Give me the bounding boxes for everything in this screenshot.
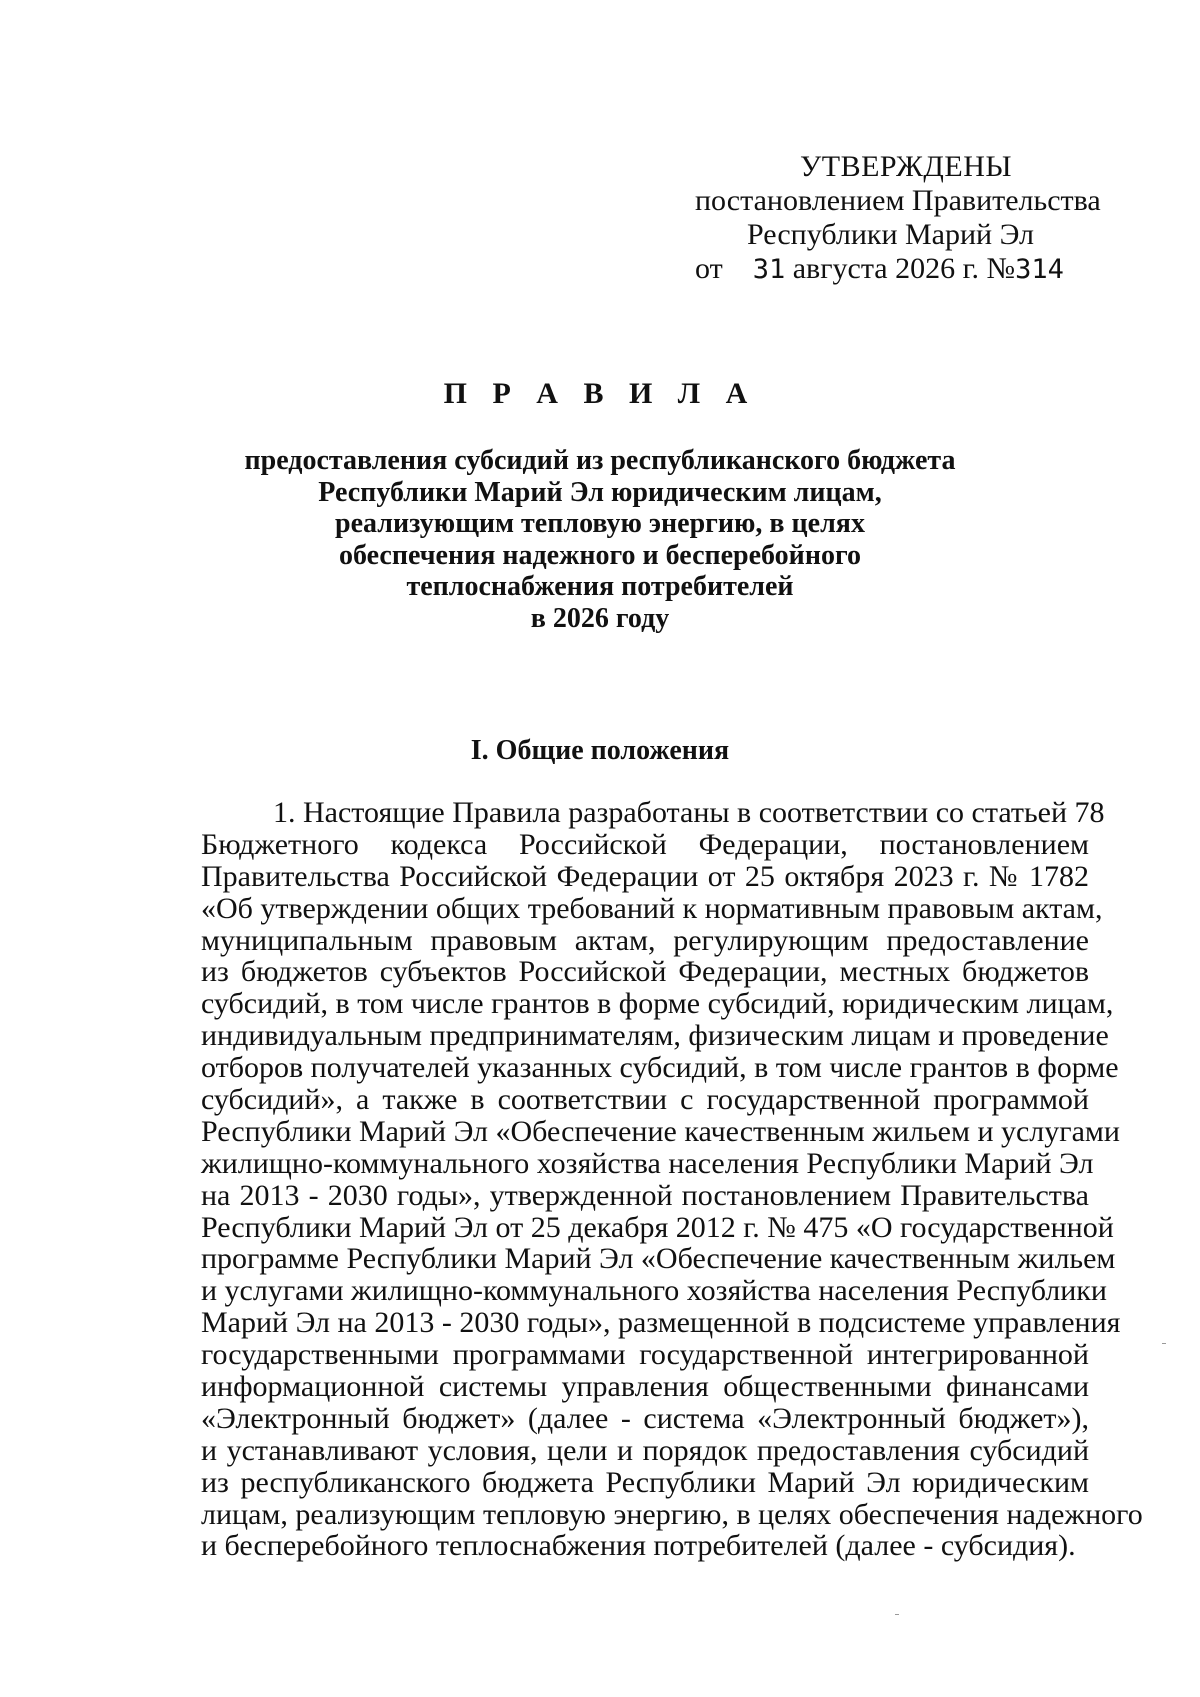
approval-date-line xyxy=(695,252,1115,287)
approval-number: 314 xyxy=(1015,254,1064,285)
paragraph-line: субсидий», а также в соответствии с государственной программой xyxy=(201,1083,1089,1117)
subtitle-line: предоставления субсидий из республиканского бюджета xyxy=(244,445,956,476)
approval-heading: УТВЕРЖДЕНЫ xyxy=(800,150,1013,183)
subtitle-line: в 2026 году xyxy=(530,602,670,634)
paragraph-line: отборов получателей указанных субсидий, в том числе грантов в форме xyxy=(201,1051,1119,1085)
paragraph-line: индивидуальным предпринимателям, физическим лицам и проведение xyxy=(201,1019,1109,1053)
paragraph-line: «Электронный бюджет» (далее - система «Электронный бюджет»), xyxy=(201,1401,1089,1435)
paragraph-line: 1. Настоящие Правила разработаны в соответствии со статьей 78 xyxy=(273,796,1105,829)
approval-line-2: постановлением Правительства xyxy=(695,184,1101,217)
paragraph-line: муниципальным правовым актам, регулирующим предоставление xyxy=(201,923,1089,957)
paragraph-line: информационной системы управления общественными финансами xyxy=(201,1370,1089,1404)
paragraph-1 xyxy=(201,796,1143,1563)
scan-speck xyxy=(1162,1343,1166,1344)
paragraph-line: Бюджетного кодекса Российской Федерации, постановлением xyxy=(201,827,1089,861)
paragraph-line: на 2013 - 2030 годы», утвержденной постановлением Правительства xyxy=(201,1178,1089,1212)
paragraph-line: из республиканского бюджета Республики Марий Эл юридическим xyxy=(201,1465,1089,1499)
approval-stamp xyxy=(695,150,1115,287)
paragraph-line: лицам, реализующим тепловую энергию, в целях обеспечения надежного xyxy=(201,1497,1143,1531)
paragraph-line: Республики Марий Эл от 25 декабря 2012 г. № 475 «О государственной xyxy=(201,1210,1114,1244)
subtitle-line: Республики Марий Эл юридическим лицам, xyxy=(318,476,882,508)
subtitle-line: реализующим тепловую энергию, в целях xyxy=(335,508,865,540)
paragraph-line: программе Республики Марий Эл «Обеспечение качественным жильем xyxy=(201,1242,1116,1276)
approval-day: 31 xyxy=(752,254,786,285)
document-title: П Р А В И Л А xyxy=(443,377,757,410)
subtitle-line: обеспечения надежного и бесперебойного xyxy=(339,539,861,571)
paragraph-line: субсидий, в том числе грантов в форме субсидий, юридическим лицам, xyxy=(201,987,1114,1021)
paragraph-line: «Об утверждении общих требований к нормативным правовым актам, xyxy=(201,891,1103,925)
scan-speck xyxy=(895,1614,899,1615)
paragraph-line: Республики Марий Эл «Обеспечение качественным жильем и услугами xyxy=(201,1114,1120,1148)
approval-line-3: Республики Марий Эл xyxy=(747,218,1034,251)
paragraph-line: и устанавливают условия, цели и порядок предоставления субсидий xyxy=(201,1433,1089,1467)
paragraph-line: Правительства Российской Федерации от 25 октября 2023 г. № 1782 xyxy=(201,859,1089,893)
document-subtitle xyxy=(0,445,1200,635)
paragraph-line: и услугами жилищно-коммунального хозяйства населения Республики xyxy=(201,1274,1107,1308)
paragraph-line: и бесперебойного теплоснабжения потребителей (далее - субсидия). xyxy=(201,1529,1076,1563)
paragraph-line: жилищно-коммунального хозяйства населения Республики Марий Эл xyxy=(201,1146,1094,1180)
subtitle-line: теплоснабжения потребителей xyxy=(406,571,794,603)
approval-from-label: от xyxy=(695,252,723,285)
section-heading: I. Общие положения xyxy=(470,735,730,766)
approval-month-year: августа 2026 г. № xyxy=(792,252,1016,285)
paragraph-line: государственными программами государственной интегрированной xyxy=(201,1338,1089,1372)
paragraph-line: из бюджетов субъектов Российской Федерации, местных бюджетов xyxy=(201,955,1089,989)
paragraph-line: Марий Эл на 2013 - 2030 годы», размещенной в подсистеме управления xyxy=(201,1306,1121,1340)
